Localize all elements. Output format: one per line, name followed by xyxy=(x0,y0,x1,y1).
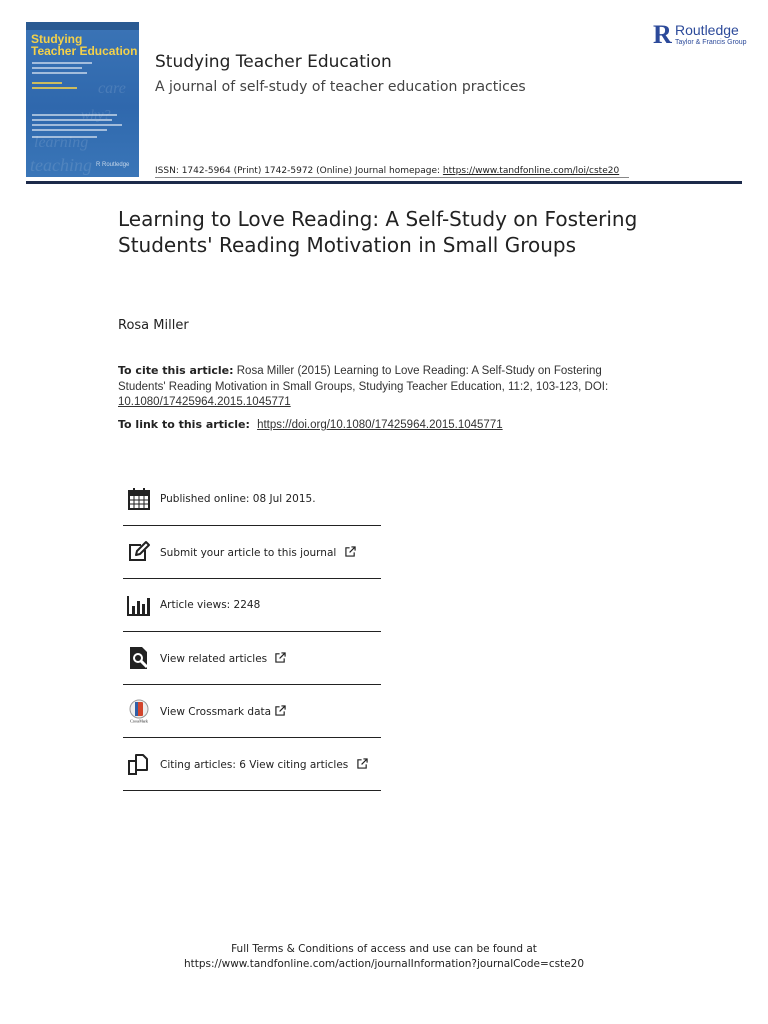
cover-logo-name: Routledge xyxy=(102,162,130,168)
cover-watermark: teaching xyxy=(30,155,92,175)
crossmark-row[interactable] xyxy=(123,685,381,738)
cover-title-line2: Teacher Education xyxy=(31,44,138,58)
external-link-icon xyxy=(275,705,286,716)
related-articles-row[interactable] xyxy=(123,632,381,685)
cover-watermark: learning xyxy=(34,134,89,151)
cover-watermark: why? xyxy=(81,108,111,123)
cover-text-line xyxy=(32,129,107,131)
article-info-list xyxy=(123,472,381,791)
cover-logo-mark: R xyxy=(96,162,101,168)
cover-title xyxy=(31,33,137,57)
crossmark-link[interactable] xyxy=(160,705,286,718)
cover-text-line xyxy=(32,82,62,84)
cover-title-line1: Studying xyxy=(31,32,83,46)
cover-publisher-logo xyxy=(96,162,129,168)
crossmark-icon xyxy=(127,699,151,723)
citing-articles-row[interactable] xyxy=(123,738,381,791)
publisher-name: Routledge xyxy=(675,22,739,38)
routledge-mark-icon: R xyxy=(653,20,672,49)
journal-title: Studying Teacher Education xyxy=(155,52,392,72)
related-articles-label: View related articles xyxy=(160,652,268,665)
citation-block xyxy=(118,363,648,411)
article-link-label: To link to this article: xyxy=(118,418,250,431)
citation-text: Rosa Miller (2015) Learning to Love Reading: A Self-Study on Fostering Students' Reading Motivation in Small Groups, Studying Teacher Education, 11:2, 103-123, DOI: xyxy=(118,365,609,393)
journal-subtitle: A journal of self-study of teacher education practices xyxy=(155,79,526,95)
terms-footer xyxy=(0,942,768,972)
doi-link[interactable]: 10.1080/17425964.2015.1045771 xyxy=(118,396,291,408)
article-link-block xyxy=(118,418,503,431)
calendar-icon xyxy=(127,487,151,511)
published-online-row xyxy=(123,472,381,526)
citing-icon xyxy=(127,752,151,776)
citing-articles-link[interactable] xyxy=(160,758,368,771)
article-author: Rosa Miller xyxy=(118,318,189,333)
submit-article-row[interactable] xyxy=(123,526,381,579)
journal-cover xyxy=(26,22,139,177)
terms-footer-line1: Full Terms & Conditions of access and use can be found at xyxy=(231,943,537,955)
cover-top-strip xyxy=(26,22,139,30)
issn-line xyxy=(155,166,619,176)
citation-label: To cite this article: xyxy=(118,364,234,377)
journal-homepage-link[interactable]: https://www.tandfonline.com/loi/cste20 xyxy=(442,166,620,176)
external-link-icon xyxy=(345,546,356,557)
cover-watermark: care xyxy=(98,80,126,97)
submit-article-label: Submit your article to this journal xyxy=(160,546,337,559)
cover-text-line xyxy=(32,67,82,69)
citing-articles-label: Citing articles: 6 View citing articles xyxy=(160,758,349,771)
crossmark-label: CrossMark xyxy=(130,718,148,723)
published-online-text: Published online: 08 Jul 2015. xyxy=(160,492,316,505)
cover-text-line xyxy=(32,124,122,126)
publisher-group: Taylor & Francis Group xyxy=(675,39,747,46)
bar-chart-icon xyxy=(127,593,151,617)
cover-text-line xyxy=(32,87,77,89)
issn-text: ISSN: 1742-5964 (Print) 1742-5972 (Online) Journal homepage: xyxy=(155,166,443,176)
terms-footer-link[interactable]: https://www.tandfonline.com/action/journalInformation?journalCode=cste20 xyxy=(183,958,584,970)
external-link-icon xyxy=(357,758,368,769)
edit-icon xyxy=(127,540,151,564)
submit-article-link[interactable] xyxy=(160,546,356,559)
article-title: Learning to Love Reading: A Self-Study on Fostering Students' Reading Motivation in Small Groups xyxy=(118,207,638,257)
related-articles-link[interactable] xyxy=(160,652,286,665)
article-views-row xyxy=(123,579,381,632)
header-thin-divider xyxy=(155,177,629,178)
article-views-text: Article views: 2248 xyxy=(160,599,261,611)
cover-text-line xyxy=(32,72,87,74)
header-divider xyxy=(26,181,742,184)
external-link-icon xyxy=(275,652,286,663)
article-doi-url-link[interactable]: https://doi.org/10.1080/17425964.2015.1045771 xyxy=(257,419,503,431)
cover-text-line xyxy=(32,62,92,64)
crossmark-label-text: View Crossmark data xyxy=(160,705,272,718)
search-document-icon xyxy=(127,646,151,670)
